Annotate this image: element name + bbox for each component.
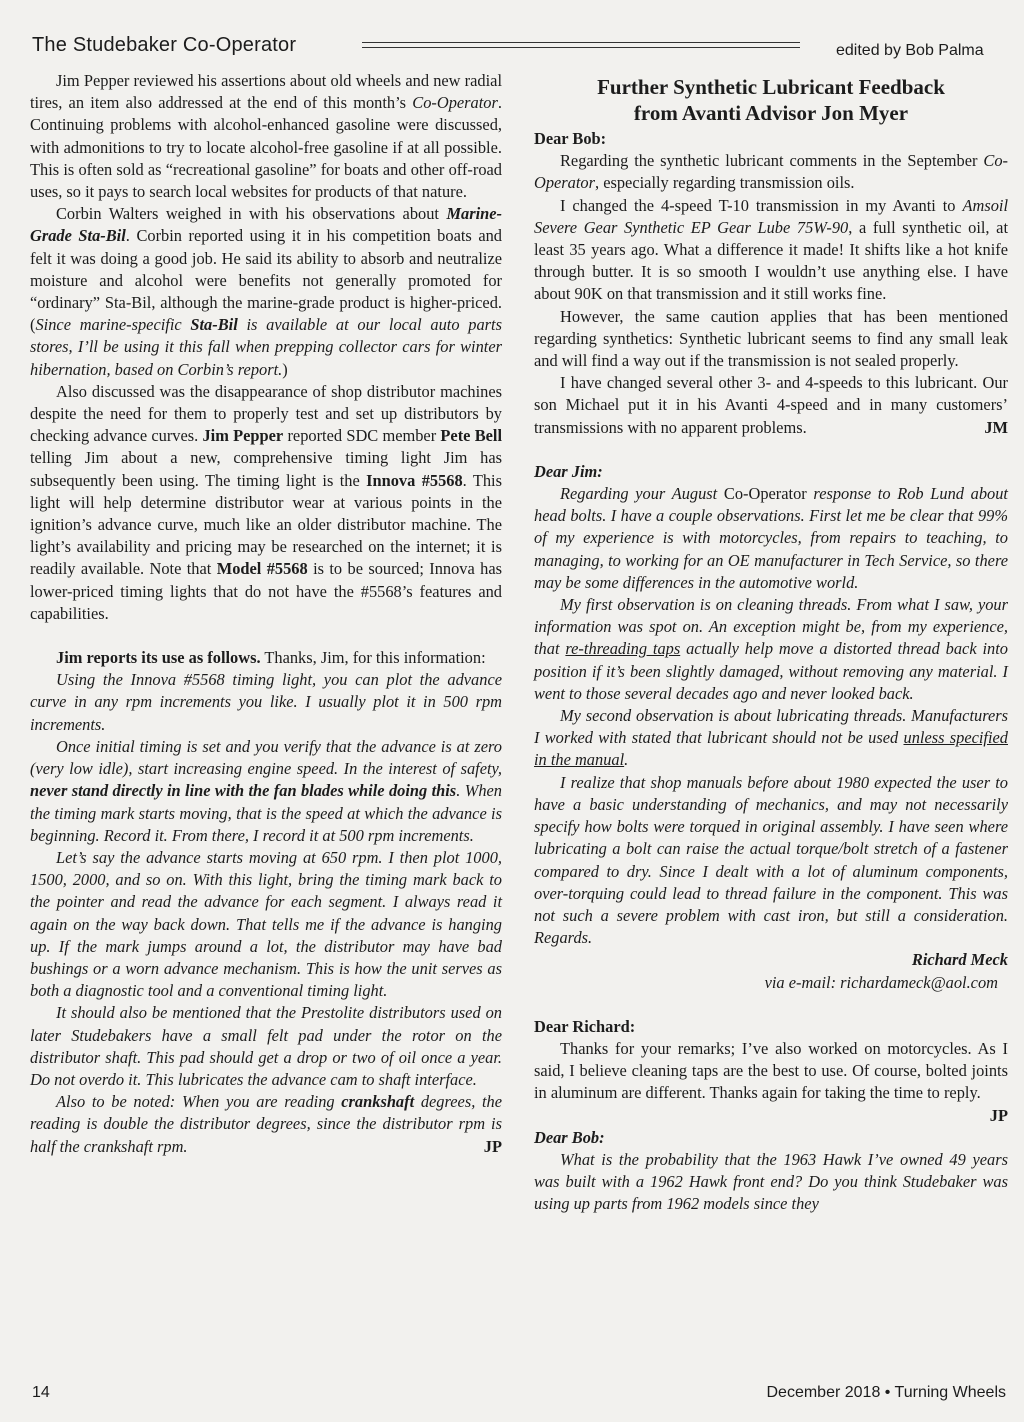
paragraph: Regarding your August Co-Operator response to Rob Lund about head bolts. I have a couple observations. First let me be clear that 99% of my experience is with motorcycles, from repairs to teaching, to managing, to working for an OE manufacturer in Tech Service, so there may be some differences in the automotive world. <box>534 484 1008 592</box>
signoff-initials: JP <box>483 1136 502 1156</box>
publication-title: The Studebaker Co-Operator <box>32 34 297 56</box>
paragraph: Once initial timing is set and you verify that the advance is at zero (very low idle), start increasing engine speed. In the interest of safety, never stand directly in line with the fan blades while doing this. When the timing mark starts moving, that is the speed at which the advance is beginning. Record it. From there, I record it at 500 rpm increments. <box>30 736 503 845</box>
paragraph: My first observation is on cleaning threads. From what I saw, your information was spot on. An exception might be, from my experience, that re-threading taps actually help move a distorted thread back into position if it’s been slightly damaged, without removing any material. I went to those several decades ago and never looked back. <box>534 595 1008 703</box>
signoff-initials: JP <box>989 1105 1008 1125</box>
spacer <box>534 1105 1008 1127</box>
paragraph: What is the probability that the 1963 Hawk I’ve owned 49 years was built with a 1962 Hawk front end? Do you think Studebaker was using up parts from 1962 models since they <box>534 1149 1008 1214</box>
paragraph: I have changed several other 3- and 4-speeds to this lubricant. Our son Michael put it in his Avanti 4-speed and in many customers’ transmissions with no apparent problems. JM <box>534 372 1008 439</box>
left-column <box>30 70 502 1158</box>
paragraph: My second observation is about lubricating threads. Manufacturers I worked with stated that lubricant should not be used unless specified in the manual. <box>534 706 1008 770</box>
paragraph: Let’s say the advance starts moving at 650 rpm. I then plot 1000, 1500, 2000, and so on. With this light, bring the timing mark back to the pointer and read the advance for each segment. I always read it again on the way back down. That tells me if the advance is hanging up. If the mark jumps around a lot, the distributor may have bad bushings or a worn advance mechanism. This is how the unit serves as both a diagnostic tool and a conventional timing light. <box>30 847 502 1001</box>
paragraph: Thanks for your remarks; I’ve also worked on motorcycles. As I said, I believe cleaning taps are the best to use. Of course, bolted joints in aluminum are different. Thanks again for taking the time to reply. JP <box>534 1038 1008 1105</box>
paragraph: Also to be noted: When you are reading crankshaft degrees, the reading is double the distributor degrees, since the distributor rpm is half the crankshaft rpm. JP <box>30 1091 502 1158</box>
page-number: 14 <box>32 1384 50 1401</box>
paragraph: Using the Innova #5568 timing light, you can plot the advance curve in any rpm increments you like. I usually plot it in 500 rpm increments. <box>30 670 502 734</box>
paragraph: However, the same caution applies that has been mentioned regarding synthetics: Synthetic lubricant seems to find any small leak and will find a way out if the transmission is not sealed properly. <box>534 306 1008 371</box>
paragraph: I realize that shop manuals before about 1980 expected the user to have a basic understanding of mechanics, and may not necessarily specify how bolts were torqued in original assembly. I have seen where lubricating a bolt can raise the actual torque/bolt stretch of a fastener compared to dry. Since I dealt with a lot of aluminum components, over-torquing could lead to thread failure in the component. This was not such a severe problem with cast iron, but still a consideration. Regards. <box>534 772 1008 948</box>
paragraph: It should also be mentioned that the Prestolite distributors used on later Studebakers have a small felt pad under the rotor on the distributor shaft. This pad should get a drop or two of oil once a year. Do not overdo it. This lubricates the advance cam to shaft interface. <box>30 1003 502 1089</box>
right-column <box>534 74 1008 1215</box>
salutation: Dear Jim: <box>534 461 603 481</box>
header-rule <box>362 42 800 48</box>
paragraph: Also discussed was the disappearance of shop distributor machines despite the need for them to properly test and set up distributors by checking advance curves. Jim Pepper reported SDC member Pete Bell telling Jim about a new, comprehensive timing light Jim has subsequently been using. The timing light is the Innova #5568. This light will help determine distributor wear at various points in the ignition’s advance curve, much like an older distributor machine. The light’s availability and pricing may be researched on the internet; it is readily available. Note that Model #5568 is to be sourced; Innova has lower-priced timing lights that do not have the #5568’s features and capabilities. <box>30 381 503 623</box>
salutation: Dear Bob: <box>534 129 607 148</box>
spacer <box>30 625 502 647</box>
signature-name: Richard Meck <box>911 950 1008 970</box>
paragraph: I changed the 4-speed T-10 transmission in my Avanti to Amsoil Severe Gear Synthetic EP Gear Lube 75W-90, a full synthetic oil, at least 35 years ago. What a difference it made! It shifts like a hot knife through butter. It is so smooth I wouldn’t use anything else. I have about 90K on that transmission and it still works fine. <box>534 195 1009 304</box>
signoff-initials: JM <box>984 417 1008 437</box>
spacer <box>534 439 1008 461</box>
paragraph: Jim reports its use as follows. Thanks, Jim, for this information: <box>56 648 486 668</box>
salutation: Dear Richard: <box>534 1016 636 1036</box>
salutation: Dear Bob: <box>534 1127 605 1147</box>
issue-line: December 2018 • Turning Wheels <box>766 1384 1006 1401</box>
article-title: Further Synthetic Lubricant Feedback from Avanti Advisor Jon Myer <box>597 75 945 125</box>
editor-credit: edited by Bob Palma <box>836 42 984 59</box>
paragraph: Corbin Walters weighed in with his observations about Marine-Grade Sta-Bil. Corbin reported using it in his competition boats and felt it was doing a good job. He said its ability to absorb and neutralize moisture and alcohol were benefits not generally promoted for “ordinary” Sta-Bil, although the marine-grade product is higher-priced. (Since marine-specific Sta-Bil is available at our local auto parts stores, I’ll be using it this fall when prepping collector cars for winter hibernation, based on Corbin’s report.) <box>30 204 502 379</box>
paragraph: Regarding the synthetic lubricant comments in the September Co-Operator, especially regarding transmission oils. <box>534 151 1008 193</box>
signature-email: via e-mail: richardameck@aol.com <box>764 972 998 992</box>
paragraph: Jim Pepper reviewed his assertions about old wheels and new radial tires, an item also addressed at the end of this month’s Co-Operator. Continuing problems with alcohol-enhanced gasoline were discussed, with admonitions to try to locate alcohol-free gasoline if at all possible. This is often sold as “recreational gasoline” for boats and other off-road uses, so it pays to search local websites for products of that nature. <box>30 71 502 202</box>
spacer <box>534 994 1008 1016</box>
